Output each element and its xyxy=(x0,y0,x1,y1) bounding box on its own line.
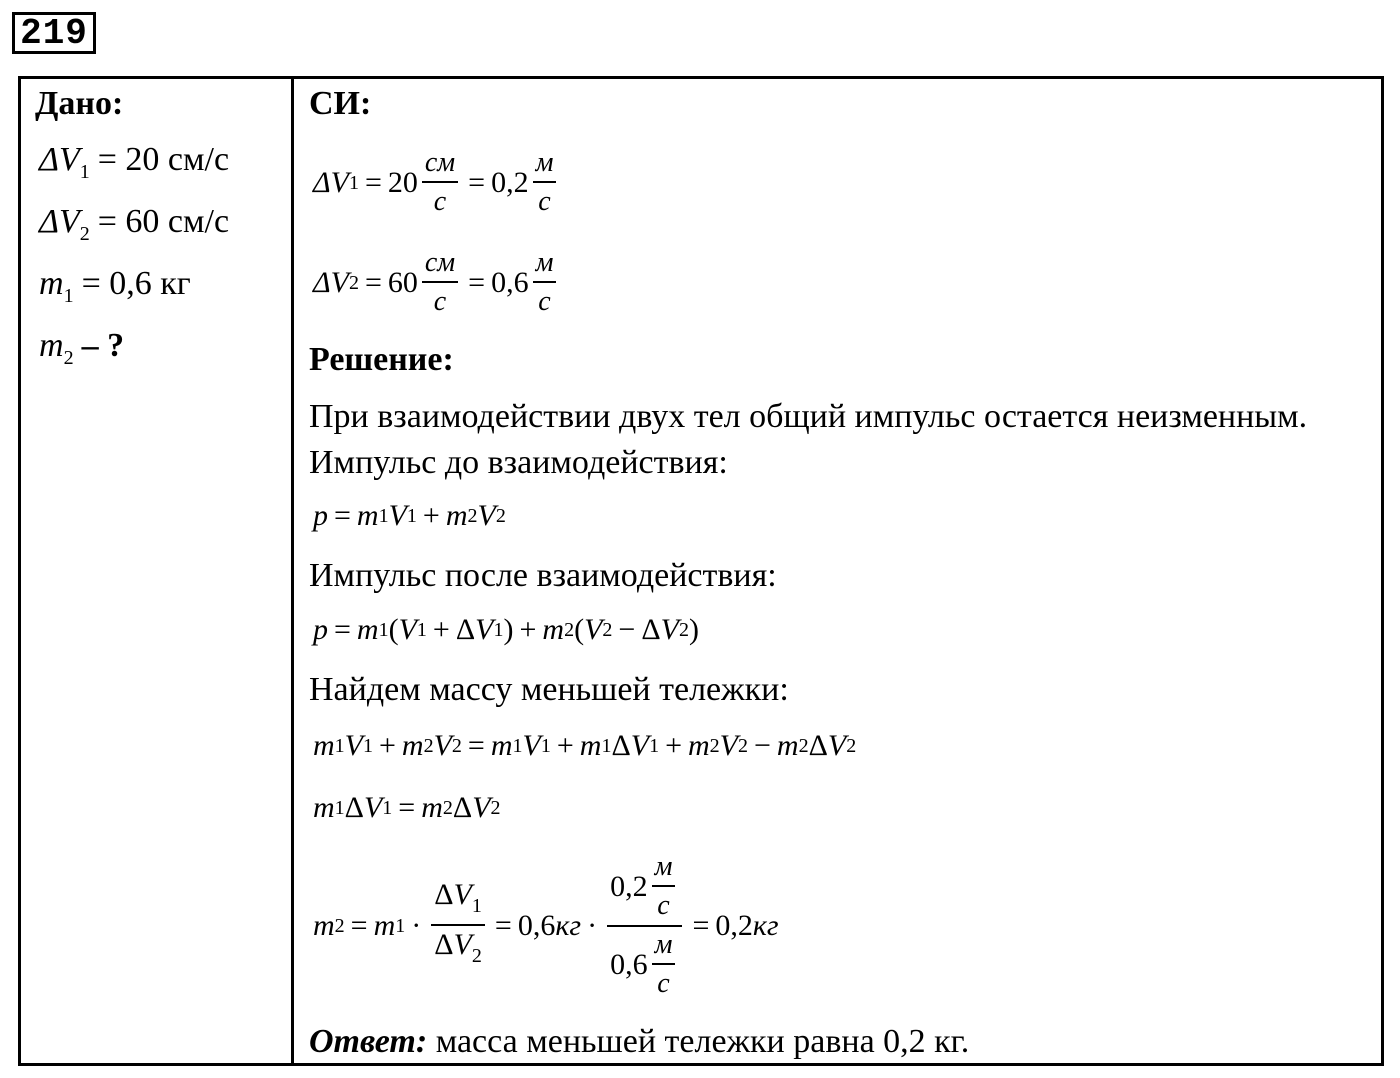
si-equation-2: ΔV 2 = 60 $\frac{см}{с}$ = 0,6 $\frac{м}{с}$ xyxy=(313,245,560,321)
given-header: Дано: xyxy=(35,85,124,122)
unit-fraction: $\frac{м}{с}$ xyxy=(533,245,557,321)
solution-paragraph-3: Найдем массу меньшей тележки: xyxy=(309,671,789,708)
given-line-m1: $m_1 = 0,6$ кг xyxy=(39,265,191,307)
si-equation-1: ΔV 1 = 20 $\frac{см}{с}$ = 0,2 $\frac{м}{с}$ xyxy=(313,145,560,221)
answer-label: Ответ: xyxy=(309,1023,428,1060)
unit-fraction: $\frac{см}{с}$ xyxy=(422,245,458,321)
column-divider xyxy=(291,79,294,1063)
formula-result: m 2 = m 1 · $\frac{\Delta V_1}{\Delta V_2}$ = 0,6 кг · 0,2 $\frac{м}{с}$ 0,6 $\frac{м}{с}$ = 0,2 кг xyxy=(313,849,779,1003)
solution-paragraph-1: При взаимодействии двух тел общий импульс остается неизменным. Импульс до взаимодействия: xyxy=(309,398,1308,481)
given-line-dv2: $\Delta V_2 = 60$ см/с xyxy=(39,203,230,245)
formula-simplified: m 1 Δ V 1 = m 2 Δ V 2 xyxy=(313,791,501,824)
formula-balance: m 1 V 1 + m 2 V 2 = m 1 V 1 + m 1 Δ V 1 + m 2 V 2 − m 2 Δ V 2 xyxy=(313,729,857,762)
answer-line xyxy=(309,1023,969,1061)
formula-momentum-before: p = m 1 V 1 + m 2 V 2 xyxy=(313,499,506,532)
si-header: СИ: xyxy=(309,85,372,122)
unit-fraction: $\frac{см}{с}$ xyxy=(422,145,458,221)
unit-fraction: $\frac{м}{с}$ xyxy=(533,145,557,221)
value-fraction: 0,2 $\frac{м}{с}$ 0,6 $\frac{м}{с}$ xyxy=(607,849,682,1003)
solution-header: Решение: xyxy=(309,341,454,378)
answer-text: масса меньшей тележки равна 0,2 кг. xyxy=(435,1023,970,1060)
ratio-fraction: $\frac{\Delta V_1}{\Delta V_2}$ xyxy=(431,877,485,975)
problem-number: 219 xyxy=(12,12,96,54)
formula-momentum-after: p = m 1 ( V 1 + Δ V 1 ) + m 2 ( V 2 − Δ V 2 ) xyxy=(313,613,699,646)
solution-table xyxy=(18,76,1384,1066)
solution-paragraph-2: Импульс после взаимодействия: xyxy=(309,557,777,594)
given-line-dv1: $\Delta V_1 = 20$ см/с xyxy=(39,141,230,183)
given-line-m2: $m_2$ – ? xyxy=(39,327,125,369)
